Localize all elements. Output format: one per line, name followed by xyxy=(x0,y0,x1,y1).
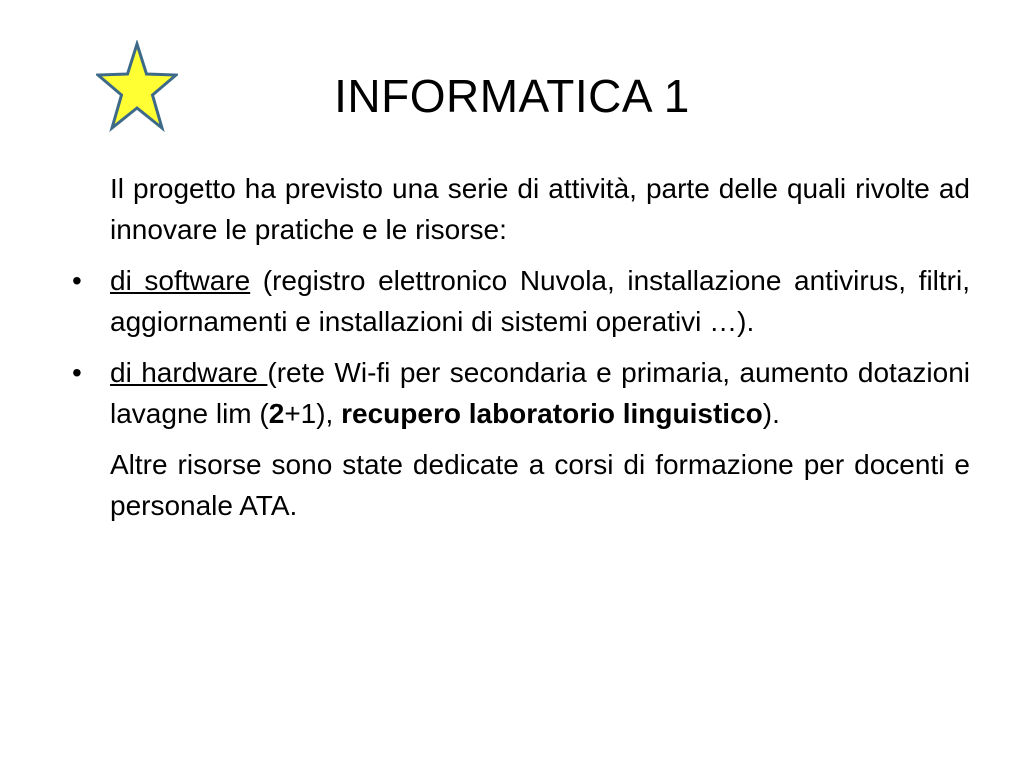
star-icon xyxy=(96,40,178,132)
bullet-hardware-lead: di hardware xyxy=(110,357,268,388)
closing-paragraph: Altre risorse sono state dedicate a corsi di formazione per docenti e personale ATA. xyxy=(110,449,970,521)
star-shape xyxy=(98,44,176,128)
bullet-hardware-text-c: ). xyxy=(762,398,780,429)
intro-paragraph: Il progetto ha previsto una serie di attività, parte delle quali rivolte ad innovare le pratiche e le risorse: xyxy=(110,173,970,245)
bullet-hardware-bold-tail: recupero laboratorio linguistico xyxy=(341,398,763,429)
bullet-marker: • xyxy=(72,265,82,296)
bullet-marker: • xyxy=(72,357,82,388)
bullet-software xyxy=(72,260,970,342)
bullet-hardware-text-a: (rete Wi-fi per secondaria e primaria, aumento dotazioni lavagne lim ( xyxy=(110,357,970,429)
slide-body xyxy=(72,168,970,536)
bullet-hardware-text-b: +1), xyxy=(284,398,342,429)
bullet-hardware-bold-number: 2 xyxy=(268,398,285,429)
bullet-software-text: (registro elettronico Nuvola, installazione antivirus, filtri, aggiornamenti e installazioni di sistemi operativi …). xyxy=(110,265,970,337)
bullet-hardware xyxy=(72,352,970,434)
slide-title: INFORMATICA 1 xyxy=(334,70,690,122)
bullet-software-lead: di software xyxy=(110,265,251,296)
